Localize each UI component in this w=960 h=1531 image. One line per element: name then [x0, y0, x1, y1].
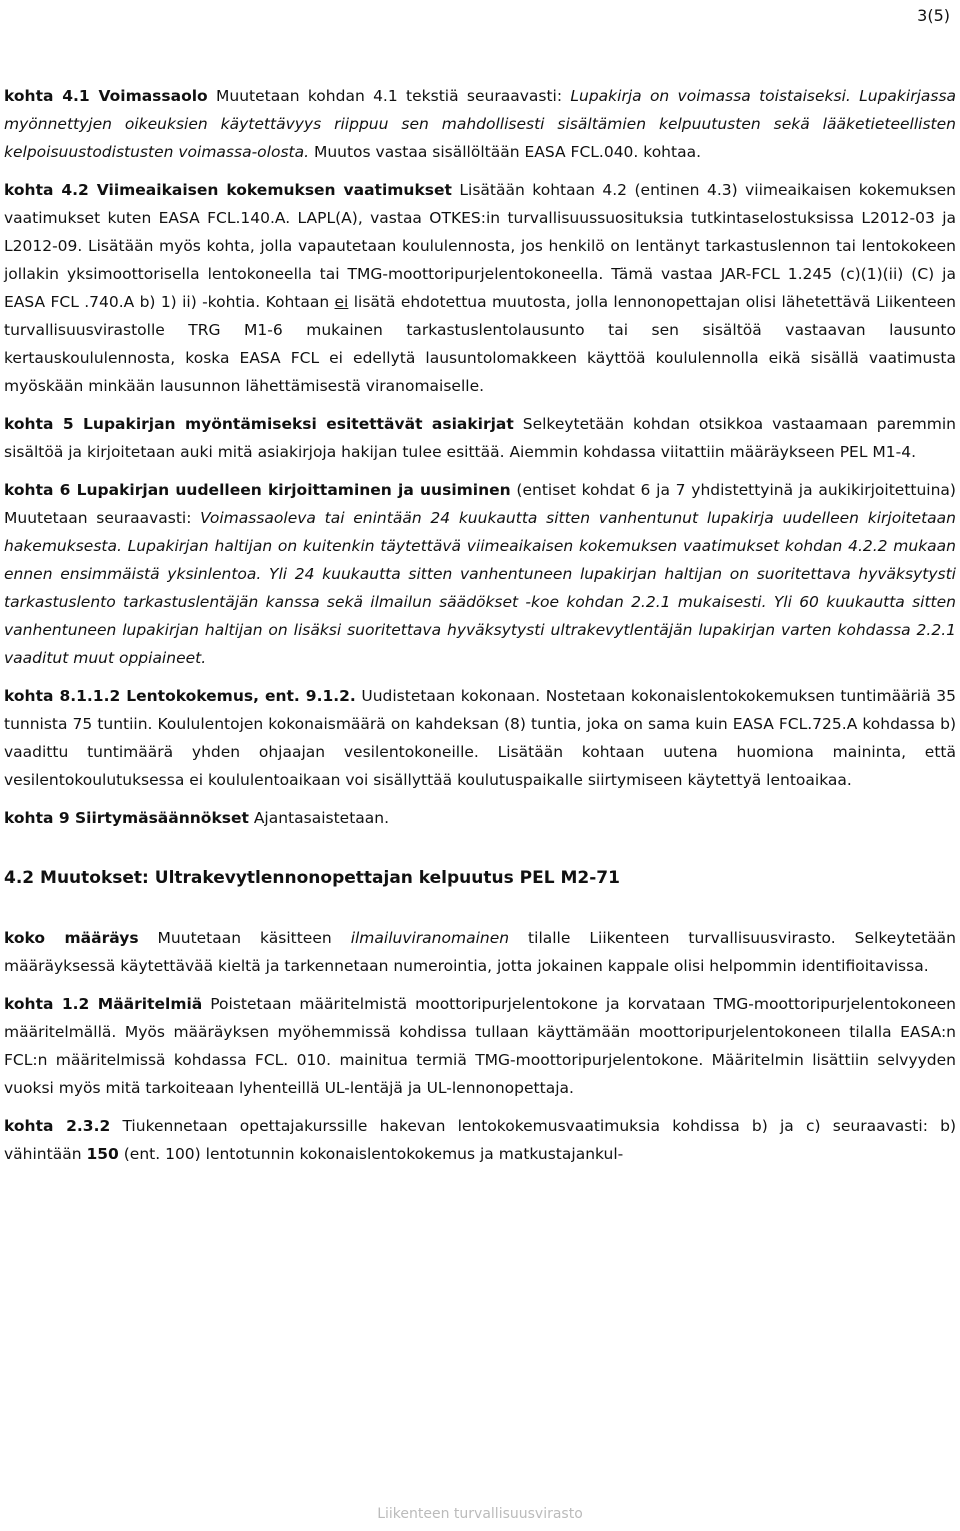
section-4-1-changes [4, 82, 956, 832]
paragraph-text: Muutos vastaa sisällöltään EASA FCL.040. kohtaa. [309, 143, 701, 161]
paragraph-text: Poistetaan määritelmistä moottoripurjelentokone ja korvataan TMG-moottoripurjelentokoneen määritelmällä. Myös määräyksen myöhemmissä kohdissa tullaan käyttämään moottoripurjelentokoneen tilalla EASA:n FCL:n määritelmissä kohdassa FCL. 010. mainitua termiä TMG-moottoripurjelentokone. Määritelmin lisättiin selvyyden vuoksi myös mitä tarkoiteaan lyhenteillä UL-lentäjä ja UL-lennonopettaja. [4, 995, 957, 1097]
paragraph-text: ei [334, 293, 349, 311]
paragraph-lead: koko määräys [4, 929, 139, 947]
paragraph-lead: kohta 2.3.2 [4, 1117, 111, 1135]
footer-organization: Liikenteen turvallisuusvirasto [377, 1506, 583, 1522]
paragraph-text: Lisätään kohtaan 4.2 (entinen 4.3) viimeaikaisen kokemuksen vaatimukset kuten EASA FCL.140.A. LAPL(A), vastaa OTKES:in turvallisuussuosituksia tutkintaselostuksissa L2012-03 ja L2012-09. Lisätään myös kohta, jolla vapautetaan koululennosta, jos henkilö on lentänyt tarkastuslennon tai lentokokeen jollakin yksimoottorisella lentokoneella tai TMG-moottoripurjelentokoneella. Tämä vastaa JAR-FCL 1.245 (c)(1)(ii) (C) ja EASA FCL .740.A b) 1) ii) -kohtia. Kohtaan [4, 181, 956, 311]
paragraph-text: Lupakirja on voimassa toistaiseksi. Lupakirjassa myönnettyjen oikeuksien käytettävyys riippuu sen mahdollisesti sisältämien kelpuutusten sekä lääketieteellisten kelpoisuustodistusten voimassa-olosta. [4, 87, 957, 161]
paragraph-text: Uudistetaan kokonaan. Nostetaan kokonaislentokokemuksen tuntimääriä 35 tunnista 75 tuntiin. Koululentojen kokonaismäärä on kahdeksan (8) tuntia, joka on sama kuin EASA FCL.725.A kohdassa b) vaadittu tuntimäärä yhden ohjaajan vesilentokoneille. Lisätään kohtaan uutena huomiona maininta, että vesilentokoulutuksessa ei koululentoaikaan voi sisällyttää koulutuspaikalle siirtymiseen käytettyä lentoaikaa. [4, 687, 956, 789]
paragraph-text: Tiukennetaan opettajakurssille hakevan lentokokemusvaatimuksia kohdissa b) ja c) seuraavasti: b) vähintään [4, 1117, 956, 1163]
paragraph [4, 804, 956, 832]
paragraph-text: (ent. 100) lentotunnin kokonaislentokokemus ja matkustajankul- [118, 1145, 624, 1163]
paragraph-text: Muutetaan kohdan 4.1 tekstiä seuraavasti: [207, 87, 571, 105]
paragraph-lead: kohta 6 Lupakirjan uudelleen kirjoittaminen ja uusiminen [4, 481, 511, 499]
paragraph-lead: kohta 1.2 Määritelmiä [4, 995, 203, 1013]
paragraph-text: Muutetaan käsitteen [138, 929, 351, 947]
paragraph-text: lisätä ehdotettua muutosta, jolla lennonopettajan olisi lähetettävä Liikenteen turvallisuusvirastolle TRG M1-6 mukainen tarkastuslentolausunto tai sen sisältöä vastaavan lausunto kertauskoululennosta, koska EASA FCL ei edellytä lausuntolomakkeen käyttöä koululennolla eikä sisällä vaatimusta myöskään minkään lausunnon lähettämisestä viranomaiselle. [4, 293, 956, 395]
section-4-2-changes [4, 924, 956, 1168]
paragraph [4, 82, 956, 166]
paragraph-text: 150 [86, 1145, 119, 1163]
document-body [4, 82, 956, 1168]
paragraph-lead: kohta 4.2 Viimeaikaisen kokemuksen vaatimukset [4, 181, 452, 199]
paragraph [4, 410, 956, 466]
paragraph-text: tilalle Liikenteen turvallisuusvirasto. Selkeytetään määräyksessä käytettävää kieltä ja tarkennetaan numerointia, jotta jokainen kappale olisi helpommin identifioitavissa. [4, 929, 956, 975]
paragraph-lead: kohta 8.1.1.2 Lentokokemus, ent. 9.1.2. [4, 687, 356, 705]
paragraph [4, 682, 956, 794]
paragraph [4, 1112, 956, 1168]
page-number: 3(5) [917, 6, 950, 25]
section-heading: 4.2 Muutokset: Ultrakevytlennonopettajan kelpuutus PEL M2-71 [4, 868, 620, 888]
paragraph [4, 924, 956, 980]
paragraph-text: Ajantasaistetaan. [248, 809, 390, 827]
paragraph-text: Voimassaoleva tai enintään 24 kuukautta sitten vanhentunut lupakirja uudelleen kirjoitetaan hakemuksesta. Lupakirjan haltijan on kuitenkin täytettävä viimeaikaisen kokemuksen vaatimukset kohdan 4.2.2 mukaan ennen ensimmäistä yksinlentoa. Yli 24 kuukautta sitten vanhentuneen lupakirjan haltijan on suoritettava hyväksytysti tarkastuslento tarkastuslentäjän kanssa sekä ilmailun säädökset -koe kohdan 2.2.1 mukaisesti. Yli 60 kuukautta sitten vanhentuneen lupakirjan haltijan on lisäksi suoritettava hyväksytysti ultrakevytlentäjän lupakirjan varten kohdassa 2.2.1 vaaditut muut oppiaineet. [4, 509, 957, 667]
paragraph-lead: kohta 9 Siirtymäsäännökset [4, 809, 249, 827]
paragraph-text: ilmailuviranomainen [350, 929, 510, 947]
paragraph [4, 476, 956, 672]
paragraph-text: Selkeytetään kohdan otsikkoa vastaamaan paremmin sisältöä ja kirjoitetaan auki mitä asiakirjoja hakijan tulee esittää. Aiemmin kohdassa viitattiin määräykseen PEL M1-4. [4, 415, 956, 461]
paragraph [4, 990, 956, 1102]
paragraph-lead: kohta 4.1 Voimassaolo [4, 87, 208, 105]
paragraph [4, 176, 956, 400]
paragraph-lead: kohta 5 Lupakirjan myöntämiseksi esitettävät asiakirjat [4, 415, 514, 433]
paragraph-text: (entiset kohdat 6 ja 7 yhdistettyinä ja aukikirjoitettuina) Muutetaan seuraavasti: [4, 481, 956, 527]
